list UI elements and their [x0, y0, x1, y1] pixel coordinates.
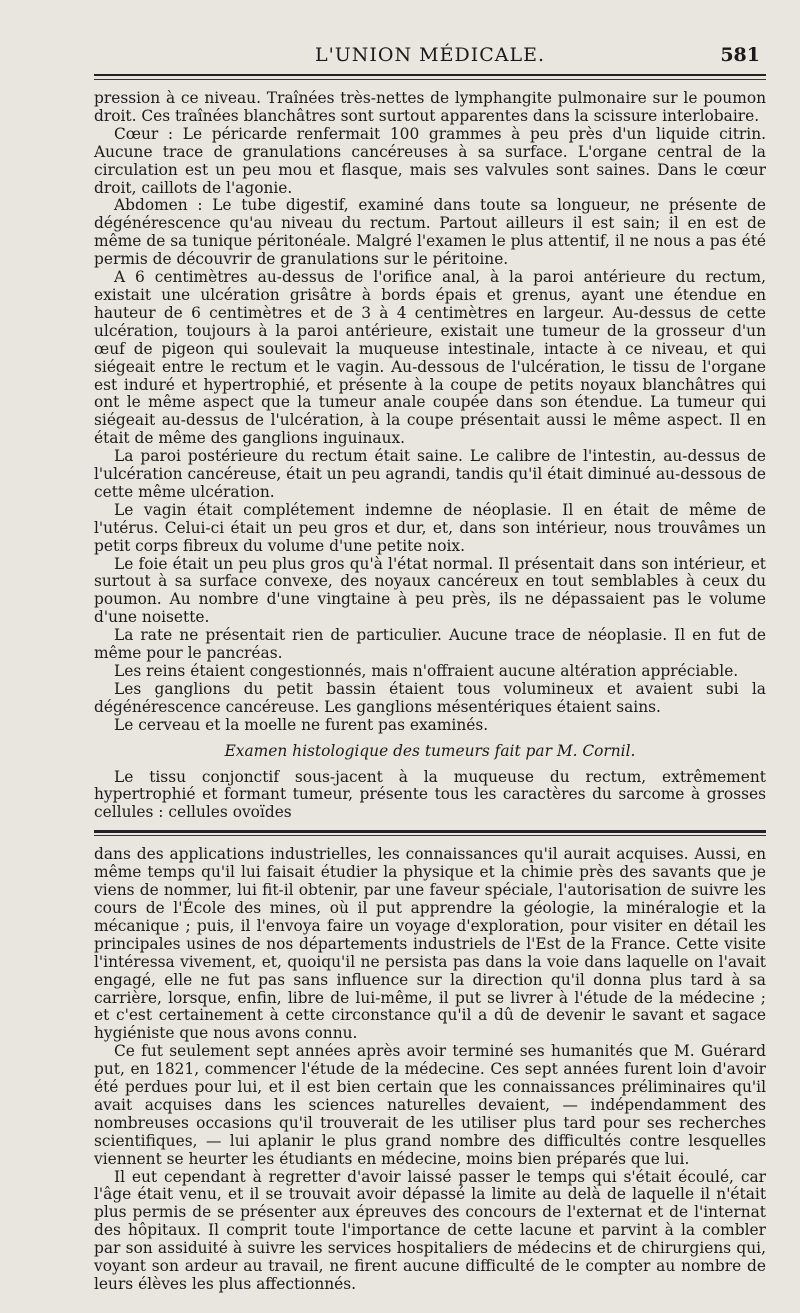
- divider-rule-thin: [94, 835, 766, 836]
- paragraph-rectum-wall: La paroi postérieure du rectum était saine. Le calibre de l'intestin, au-dessus de l'ulcération cancéreuse, était un peu agrandi, tandis qu'il était diminué au-dessous de cette même ulcération.: [94, 447, 766, 501]
- paragraph-biography-3: Il eut cependant à regretter d'avoir laissé passer le temps qui s'était écoulé, car l'âge était venu, et il se trouvait avoir dépassé la limite au delà de laquelle il n'était plus permis de se présenter aux épreuves des concours de l'externat et de l'internat des hôpitaux. Il comprit toute l'importance de cette lacune et parvint à la combler par son assiduité à suivre les services hospitaliers de médecins et de chirurgiens qui, voyant son ardeur au travail, ne firent aucune difficulté de le compter au nombre de leurs élèves les plus affectionnés.: [94, 1167, 766, 1293]
- paragraph-histology: Le tissu conjonctif sous-jacent à la muqueuse du rectum, extrêmement hypertrophié et formant tumeur, présente tous les caractères du sarcome à grosses cellules : cellules ovoïdes: [94, 767, 766, 822]
- divider-rule-thick: [94, 830, 766, 833]
- paragraph-spleen: La rate ne présentait rien de particulier. Aucune trace de néoplasie. Il en fut de même pour le pancréas.: [94, 626, 766, 663]
- page-header: [94, 38, 766, 74]
- page-number: 581: [720, 44, 760, 66]
- case-report-section: [94, 90, 766, 822]
- paragraph-brain: Le cerveau et la moelle ne furent pas examinés.: [114, 715, 489, 734]
- paragraph-lungs: pression à ce niveau. Traînées très-nettes de lymphangite pulmonaire sur le poumon droit. Ces traînées blanchâtres sont surtout apparentes dans la scissure interlobaire.: [94, 89, 766, 125]
- paragraph-heart: Cœur : Le péricarde renfermait 100 grammes à peu près d'un liquide citrin. Aucune trace de granulations cancéreuses à sa surface. L'organe central de la circulation est un peu mou et flasque, mais ses valvules sont saines. Dans le cœur droit, caillots de l'agonie.: [94, 124, 766, 197]
- biography-section: [94, 846, 766, 1294]
- paragraph-ganglia: Les ganglions du petit bassin étaient tous volumineux et avaient subi la dégénérescence cancéreuse. Les ganglions mésentériques étaient sains.: [94, 679, 766, 716]
- header-rule: [94, 74, 766, 76]
- paragraph-liver: Le foie était un peu plus gros qu'à l'état normal. Il présentait dans son intérieur, et surtout à sa surface convexe, des noyaux cancéreux en tout semblables à ceux du poumon. Au nombre d'une vingtaine à peu près, ils ne dépassaient pas le volume d'une noisette.: [94, 554, 766, 627]
- paragraph-biography-2: Ce fut seulement sept années après avoir terminé ses humanités que M. Guérard put, en 1821, commencer l'étude de la médecine. Ces sept années furent loin d'avoir été perdues pour lui, et il est bien certain que les connaissances préliminaires qu'il avait acquises dans les sciences naturelles devaient, — indépendamment des nombreuses occasions qu'il trouverait de les utiliser plus tard pour ses recherches scientifiques, — lui aplanir le plus grand nombre des difficultés contre lesquelles viennent se heurter les étudiants en médecine, moins bien préparés que lui.: [94, 1042, 766, 1168]
- feuilleton-divider: [94, 830, 766, 836]
- header-rule-thin: [94, 79, 766, 80]
- paragraph-biography-1: dans des applications industrielles, les connaissances qu'il aurait acquises. Aussi, en même temps qu'il lui faisait étudier la physique et la chimie près des savants que je viens de nommer, lui fit-il obtenir, par une faveur spéciale, l'autorisation de suivre les cours de l'École des mines, où il put apprendre la géologie, la minéralogie et la mécanique ; puis, il l'envoya faire un voyage d'exploration, pour visiter en détail les principales usines de nos départements industriels de l'Est de la France. Cette visite l'intéressa vivement, et, quoiqu'il ne persista pas dans la voie dans laquelle on l'avait engagé, elle ne fut pas sans influence sur la direction qu'il donna plus tard à sa carrière, lorsque, enfin, libre de lui-même, il put se livrer à l'étude de la médecine ; et c'est certainement à cette circonstance qu'il a dû de devenir le savant et sagace hygiéniste que nous avons connu.: [94, 845, 766, 1043]
- paragraph-rectum-ulceration: A 6 centimètres au-dessus de l'orifice anal, à la paroi antérieure du rectum, existait une ulcération grisâtre à bords épais et grenus, ayant une étendue en hauteur de 6 centimètres et de 3 à 4 centimètres en largeur. Au-dessus de cette ulcération, toujours à la paroi antérieure, existait une tumeur de la grosseur d'un œuf de pigeon qui soulevait la muqueuse intestinale, intacte à ce niveau, et qui siégeait entre le rectum et le vagin. Au-dessous de l'ulcération, le tissu de l'organe est induré et hypertrophié, et présente à la coupe de petits noyaux blanchâtres qui ont le même aspect que la tumeur anale coupée dans son étendue. La tumeur qui siégeait au-dessus de l'ulcération, à la coupe présentait aussi le même aspect. Il en était de même des ganglions inguinaux.: [94, 268, 766, 448]
- running-title: L'UNION MÉDICALE.: [314, 44, 546, 66]
- paragraph-kidneys: Les reins étaient congestionnés, mais n'offraient aucune altération appréciable.: [114, 662, 739, 680]
- paragraph-abdomen: Abdomen : Le tube digestif, examiné dans toute sa longueur, ne présente de dégénérescence qu'au niveau du rectum. Partout ailleurs il est sain; il en est de même de sa tunique péritonéale. Malgré l'examen le plus attentif, il ne nous a pas été permis de découvrir de granulations sur le péritoine.: [94, 196, 766, 269]
- paragraph-vagina: Le vagin était complétement indemne de néoplasie. Il en était de même de l'utérus. Celui-ci était un peu gros et dur, et, dans son intérieur, nous trouvâmes un petit corps fibreux du volume d'une petite noix.: [94, 500, 766, 555]
- histology-subheading: Examen histologique des tumeurs fait par M. Cornil.: [224, 741, 636, 760]
